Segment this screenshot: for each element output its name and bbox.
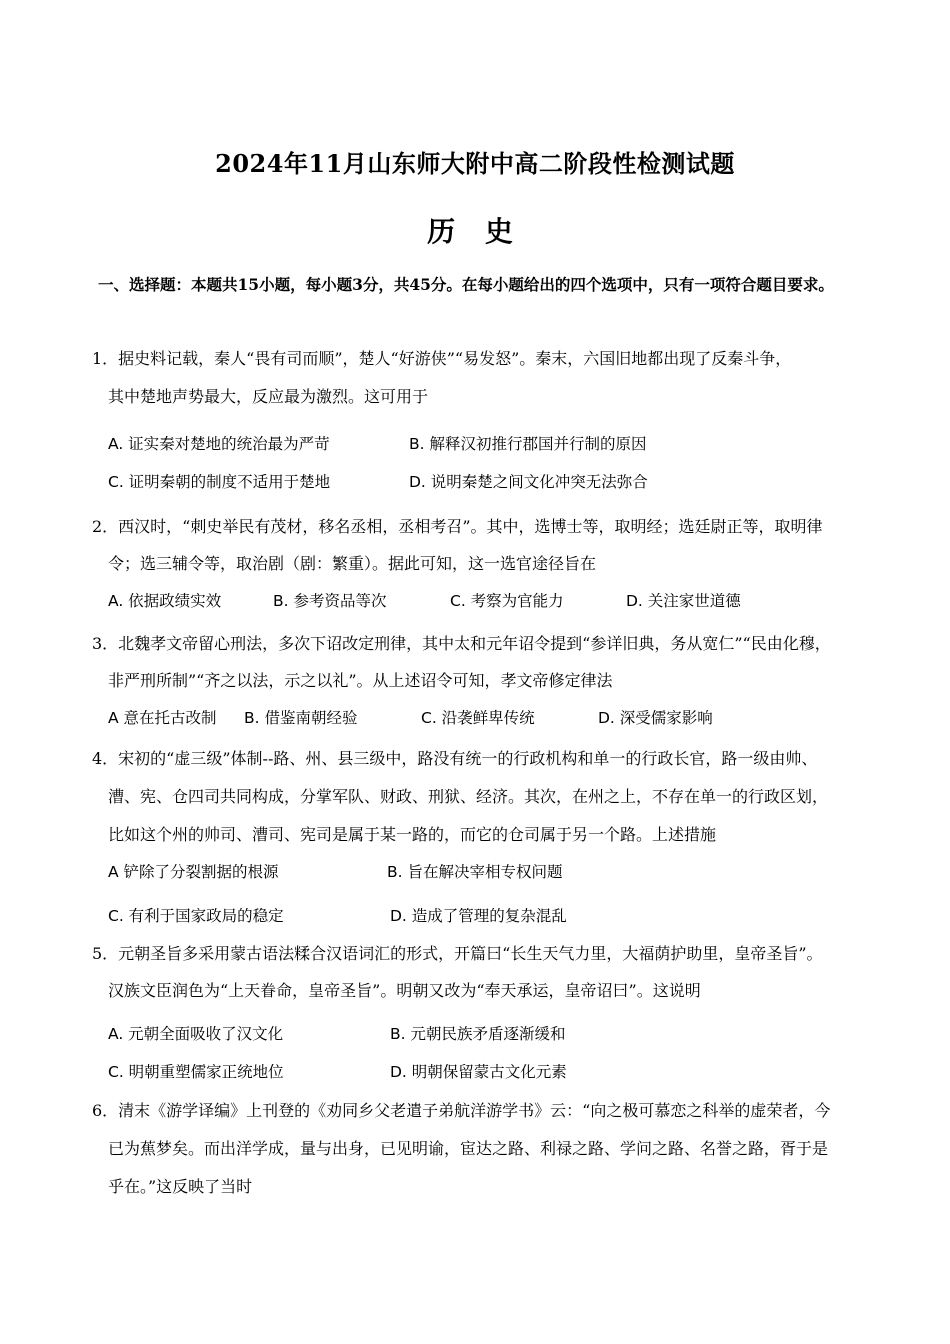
option-c[interactable]: C. 考察为官能力 bbox=[450, 592, 564, 610]
option-d[interactable]: D. 造成了管理的复杂混乱 bbox=[390, 907, 567, 925]
option-a[interactable]: A 意在托古改制 bbox=[108, 709, 217, 727]
question-text-line: 3．北魏孝文帝留心刑法，多次下诏改定刑律，其中太和元年诏令提到“参详旧典，务从宽仁”“民由化穆， bbox=[92, 634, 831, 653]
question-text-line: 4．宋初的“虚三级”体制--路、州、县三级中，路没有统一的行政机构和单一的行政长官，路一级由帅、 bbox=[92, 749, 818, 768]
option-a[interactable]: A. 元朝全面吸收了汉文化 bbox=[108, 1025, 284, 1043]
option-d[interactable]: D. 深受儒家影响 bbox=[598, 709, 713, 727]
question-text-line: 已为蕉梦矣。而出洋学成，量与出身，已见明谕，宦达之路、利禄之路、学问之路、名誉之路，胥于是 bbox=[108, 1139, 829, 1158]
question-text-line: 非严刑所制”“齐之以法，示之以礼”。从上述诏令可知，孝文帝修定律法 bbox=[108, 671, 613, 690]
option-d[interactable]: D. 说明秦楚之间文化冲突无法弥合 bbox=[409, 473, 648, 491]
option-b[interactable]: B. 旨在解决宰相专权问题 bbox=[387, 863, 563, 881]
option-d[interactable]: D. 明朝保留蒙古文化元素 bbox=[390, 1063, 567, 1081]
question-text-line: 2．西汉时，“刺史举民有茂材，移名丞相，丞相考召”。其中，选博士等，取明经；选廷尉正等，取明律 bbox=[92, 517, 823, 536]
option-b[interactable]: B. 借鉴南朝经验 bbox=[244, 709, 358, 727]
question-text-line: 5．元朝圣旨多采用蒙古语法糅合汉语词汇的形式，开篇曰“长生天气力里，大福荫护助里，皇帝圣旨”。 bbox=[92, 944, 823, 963]
question-text-line: 令；选三辅令等，取治剧（剧：繁重）。据此可知，这一选官途径旨在 bbox=[108, 554, 597, 573]
option-d[interactable]: D. 关注家世道德 bbox=[626, 592, 741, 610]
option-a[interactable]: A. 证实秦对楚地的统治最为严苛 bbox=[108, 435, 330, 453]
question-text-line: 乎在。”这反映了当时 bbox=[108, 1177, 253, 1196]
option-c[interactable]: C. 证明秦朝的制度不适用于楚地 bbox=[108, 473, 331, 491]
option-b[interactable]: B. 元朝民族矛盾逐渐缓和 bbox=[390, 1025, 566, 1043]
question-text-line: 1．据史料记载，秦人“畏有司而顺”，楚人“好游侠”“易发怒”。秦末，六国旧地都出现了反秦斗争， bbox=[92, 349, 792, 368]
question-text-line: 其中楚地声势最大，反应最为激烈。这可用于 bbox=[108, 387, 429, 406]
option-c[interactable]: C. 有利于国家政局的稳定 bbox=[108, 907, 284, 925]
option-b[interactable]: B. 参考资品等次 bbox=[273, 592, 387, 610]
exam-title: 2024年11月山东师大附中高二阶段性检测试题 bbox=[215, 149, 735, 178]
question-text-line: 漕、宪、仓四司共同构成，分掌军队、财政、刑狱、经济。其次，在州之上，不存在单一的行政区划， bbox=[108, 787, 829, 806]
subject-title: 历 史 bbox=[427, 215, 523, 248]
option-b[interactable]: B. 解释汉初推行郡国并行制的原因 bbox=[409, 435, 647, 453]
option-c[interactable]: C. 沿袭鲜卑传统 bbox=[421, 709, 535, 727]
option-a[interactable]: A. 依据政绩实效 bbox=[108, 592, 222, 610]
question-text-line: 汉族文臣润色为“上天眷命，皇帝圣旨”。明朝又改为“奉天承运，皇帝诏曰”。这说明 bbox=[108, 981, 701, 1000]
question-text-line: 比如这个州的帅司、漕司、宪司是属于某一路的，而它的仓司属于另一个路。上述措施 bbox=[108, 825, 717, 844]
option-c[interactable]: C. 明朝重塑儒家正统地位 bbox=[108, 1063, 284, 1081]
question-text-line: 6．清末《游学译编》上刊登的《劝同乡父老遣子弟航洋游学书》云：“向之极可慕恋之科举的虚荣者，今 bbox=[92, 1101, 831, 1120]
section-heading: 一、选择题：本题共15小题，每小题3分，共45分。在每小题给出的四个选项中，只有一项符合题目要求。 bbox=[98, 275, 834, 294]
option-a[interactable]: A 铲除了分裂割据的根源 bbox=[108, 863, 279, 881]
